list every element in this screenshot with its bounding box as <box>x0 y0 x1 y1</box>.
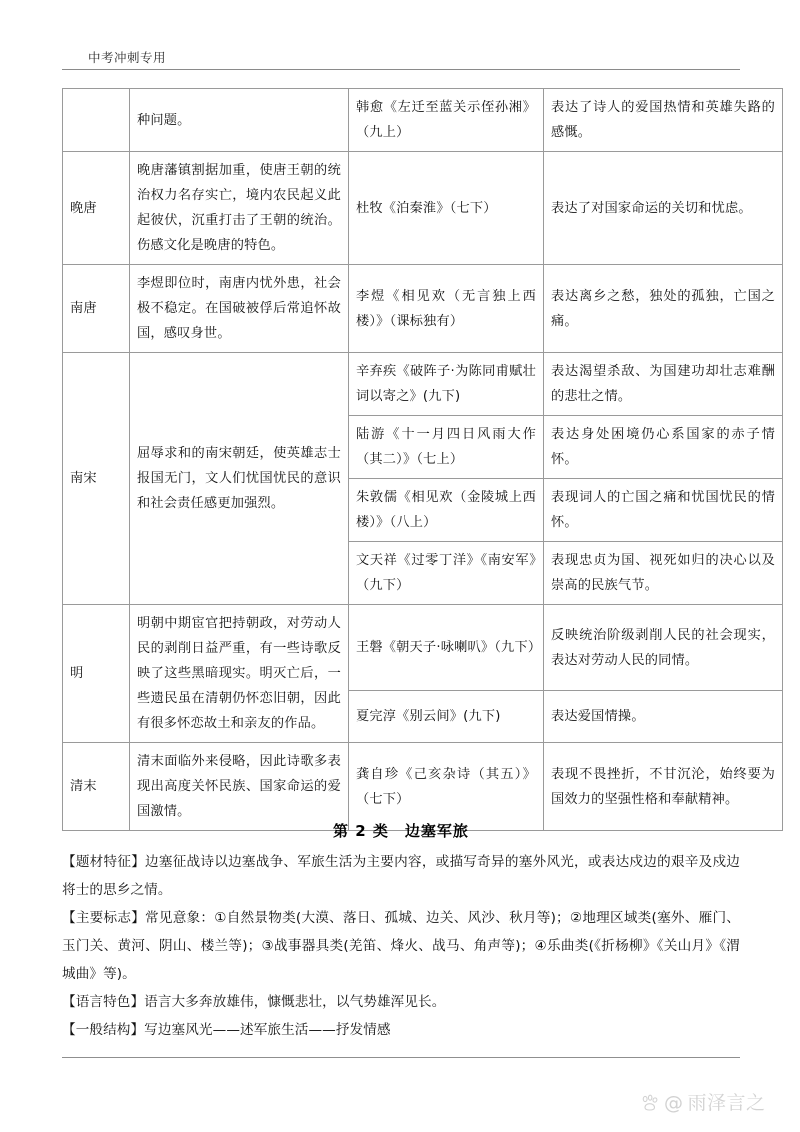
cell-work: 朱敦儒《相见欢（金陵城上西楼）》（八上） <box>349 479 544 542</box>
table-row <box>63 265 783 353</box>
cell-era <box>63 89 130 152</box>
poetry-era-table-wrapper <box>62 88 775 831</box>
watermark-text: 雨泽言之 <box>687 1092 766 1114</box>
table-row <box>63 152 783 265</box>
poetry-era-table <box>62 88 783 831</box>
cell-background: 晚唐藩镇割据加重，使唐王朝的统治权力名存实亡，境内农民起义此起彼伏，沉重打击了王朝的统治。伤感文化是晚唐的特色。 <box>130 152 349 265</box>
cell-feeling: 表达爱国情操。 <box>544 691 783 743</box>
section-paragraph-language: 【语言特色】语言大多奔放雄伟，慷慨悲壮，以气势雄浑见长。 <box>62 994 446 1010</box>
watermark <box>640 1092 766 1114</box>
running-header-title: 中考冲刺专用 <box>88 50 167 65</box>
cell-era: 晚唐 <box>63 152 130 265</box>
footer-divider <box>62 1057 740 1058</box>
cell-feeling: 表达渴望杀敌、为国建功却壮志难酬的悲壮之情。 <box>544 353 783 416</box>
cell-feeling: 表达了对国家命运的关切和忧虑。 <box>544 152 783 265</box>
cell-feeling: 表达了诗人的爱国热情和英雄失路的感慨。 <box>544 89 783 152</box>
cell-background: 屈辱求和的南宋朝廷，使英雄志士报国无门，文人们忧国忧民的意识和社会责任感更加强烈。 <box>130 353 349 605</box>
cell-work: 韩愈《左迁至蓝关示侄孙湘》（九上） <box>349 89 544 152</box>
header-divider <box>62 69 740 70</box>
section-paragraph-theme: 【题材特征】边塞征战诗以边塞战争、军旅生活为主要内容，或描写奇异的塞外风光，或表达戍边的艰辛及戍边将士的思乡之情。 <box>62 854 740 898</box>
cell-work: 陆游《十一月四日风雨大作（其二）》（七上） <box>349 416 544 479</box>
cell-background: 种问题。 <box>130 89 349 152</box>
table-row <box>63 89 783 152</box>
cell-era: 清末 <box>63 743 130 831</box>
watermark-at-symbol: @ <box>664 1092 684 1114</box>
table-row <box>63 353 783 416</box>
cell-work: 王磐《朝天子·咏喇叭》（九下） <box>349 605 544 691</box>
cell-background: 明朝中期宦官把持朝政，对劳动人民的剥削日益严重，有一些诗歌反映了这些黑暗现实。明灭亡后，一些遗民虽在清朝仍怀恋旧朝，因此有很多怀恋故土和亲友的作品。 <box>130 605 349 743</box>
table-row <box>63 605 783 691</box>
running-header <box>62 50 740 70</box>
table-body <box>63 89 783 831</box>
cell-work: 李煜《相见欢（无言独上西楼）》（课标独有） <box>349 265 544 353</box>
cell-feeling: 反映统治阶级剥削人民的社会现实，表达对劳动人民的同情。 <box>544 605 783 691</box>
section-paragraph-structure: 【一般结构】写边塞风光——述军旅生活——抒发情感 <box>62 1022 391 1038</box>
cell-feeling: 表现不畏挫折，不甘沉沦，始终要为国效力的坚强性格和奉献精神。 <box>544 743 783 831</box>
section-paragraph-markers: 【主要标志】常见意象：①自然景物类(大漠、落日、孤城、边关、风沙、秋月等)；②地理区域类(塞外、雁门、玉门关、黄河、阴山、楼兰等)；③战事器具类(羌笛、烽火、战马、角声等)；④乐曲类(《折杨柳》《关山月》《渭城曲》等)。 <box>62 910 740 982</box>
cell-work: 夏完淳《别云间》(九下) <box>349 691 544 743</box>
baidu-paw-icon <box>640 1093 660 1113</box>
cell-background: 李煜即位时，南唐内忧外患，社会极不稳定。在国破被俘后常追怀故国，感叹身世。 <box>130 265 349 353</box>
cell-background: 清末面临外来侵略，因此诗歌多表现出高度关怀民族、国家命运的爱国激情。 <box>130 743 349 831</box>
cell-work: 龚自珍《己亥杂诗（其五）》（七下） <box>349 743 544 831</box>
cell-era: 明 <box>63 605 130 743</box>
cell-work: 辛弃疾《破阵子·为陈同甫赋壮词以寄之》(九下) <box>349 353 544 416</box>
cell-era: 南唐 <box>63 265 130 353</box>
section-biansai <box>62 818 740 1044</box>
cell-feeling: 表达离乡之愁，独处的孤独，亡国之痛。 <box>544 265 783 353</box>
cell-feeling: 表现忠贞为国、视死如归的决心以及崇高的民族气节。 <box>544 542 783 605</box>
cell-work: 文天祥《过零丁洋》《南安军》（九下） <box>349 542 544 605</box>
cell-feeling: 表现词人的亡国之痛和忧国忧民的情怀。 <box>544 479 783 542</box>
cell-era: 南宋 <box>63 353 130 605</box>
cell-feeling: 表达身处困境仍心系国家的赤子情怀。 <box>544 416 783 479</box>
section-title: 第 2 类 边塞军旅 <box>333 822 469 840</box>
cell-work: 杜牧《泊秦淮》（七下） <box>349 152 544 265</box>
